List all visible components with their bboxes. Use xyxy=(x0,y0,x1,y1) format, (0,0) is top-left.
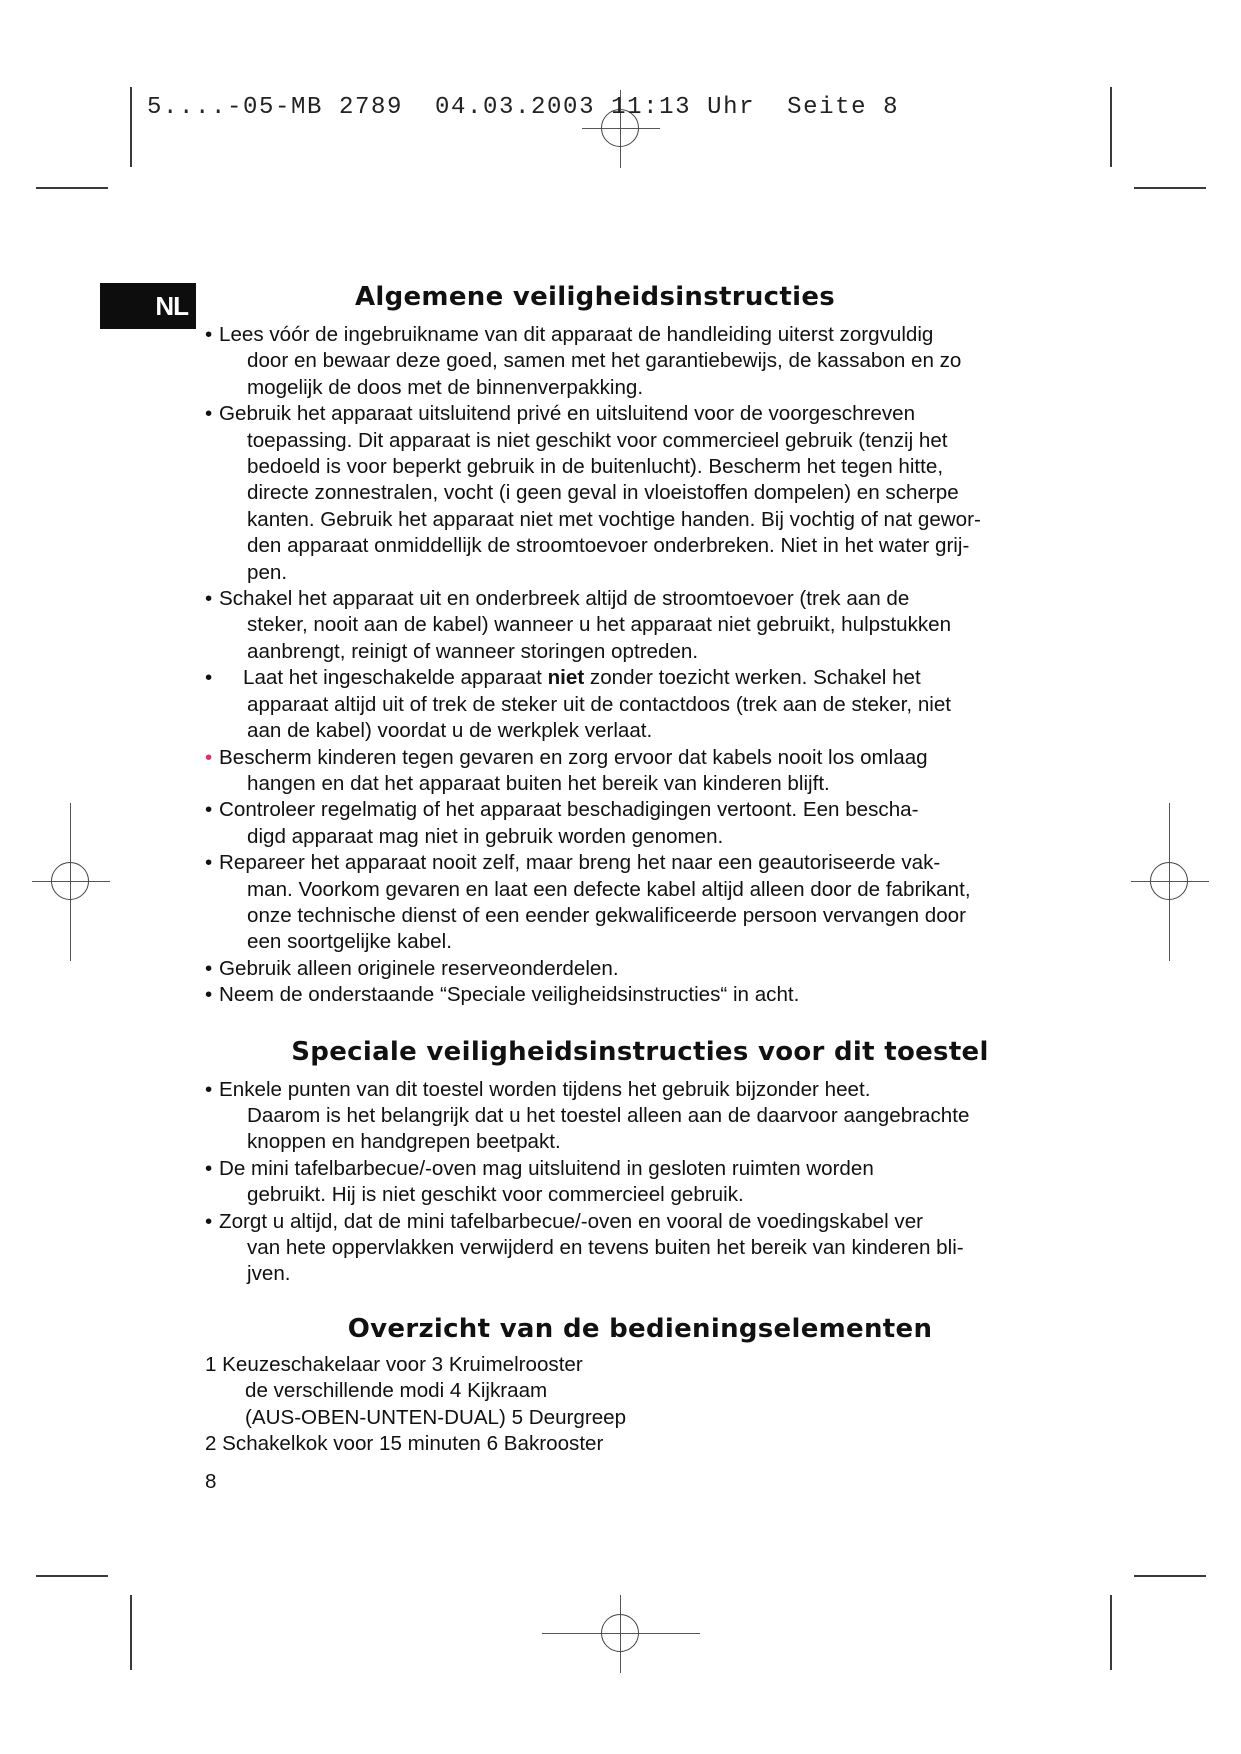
item-line: een soortgelijke kabel. xyxy=(247,930,452,954)
special-list xyxy=(205,1077,1075,1288)
item-line: pen. xyxy=(247,560,288,584)
registration-mark-right xyxy=(1131,843,1209,921)
item-line: door en bewaar deze goed, samen met het garantiebewijs, de kassabon en zo xyxy=(247,349,962,373)
bullet: • xyxy=(205,851,213,875)
general-list xyxy=(205,322,1075,1009)
list-item xyxy=(205,665,1075,744)
text-run: Laat het ingeschakelde apparaat xyxy=(243,666,548,690)
bullet: • xyxy=(205,983,213,1007)
bullet: • xyxy=(205,666,213,690)
item-line: knoppen en handgrepen beetpakt. xyxy=(247,1130,561,1154)
bullet-pink: • xyxy=(205,745,213,769)
item-first-line: Zorgt u altijd, dat de mini tafelbarbecue/-oven en vooral de voedingskabel ver xyxy=(219,1209,924,1233)
bullet: • xyxy=(205,1077,213,1101)
controls-row: 2 Schakelkok voor 15 minuten 6 Bakrooster xyxy=(205,1432,604,1456)
controls-list xyxy=(205,1352,1075,1458)
crop-mark-top-right-horizontal xyxy=(1134,187,1206,189)
controls-row: de verschillende modi 4 Kijkraam xyxy=(245,1379,548,1403)
section-title-controls: Overzicht van de bedieningselementen xyxy=(347,1313,933,1344)
item-line: steker, nooit aan de kabel) wanneer u het apparaat niet gebruikt, hulpstukken xyxy=(247,613,952,637)
controls-row: (AUS-OBEN-UNTEN-DUAL) 5 Deurgreep xyxy=(245,1405,627,1429)
list-item xyxy=(205,1209,1075,1288)
list-item xyxy=(205,322,1075,401)
item-line: mogelijk de doos met de binnenverpakking. xyxy=(247,375,644,399)
item-first-line: Neem de onderstaande “Speciale veiligheidsinstructies“ in acht. xyxy=(219,983,800,1007)
list-item xyxy=(205,1077,1075,1156)
section-special-safety xyxy=(205,1033,1075,1288)
item-line: directe zonnestralen, vocht (i geen geval in vloeistoffen dompelen) en scherpe xyxy=(247,481,959,505)
controls-row: 1 Keuzeschakelaar voor 3 Kruimelrooster xyxy=(205,1352,583,1376)
item-line: aanbrengt, reinigt of wanneer storingen optreden. xyxy=(247,639,699,663)
bullet: • xyxy=(205,798,213,822)
item-first-line: Gebruik het apparaat uitsluitend privé en uitsluitend voor de voorgeschreven xyxy=(219,402,916,426)
registration-mark-left xyxy=(32,843,110,921)
list-item xyxy=(205,982,1075,1008)
item-first-line: De mini tafelbarbecue/-oven mag uitsluitend in gesloten ruimten worden xyxy=(219,1156,874,1180)
item-first-line: Gebruik alleen originele reserveonderdelen. xyxy=(219,956,619,980)
crop-mark-top-left-horizontal xyxy=(36,187,108,189)
item-first-line: Bescherm kinderen tegen gevaren en zorg ervoor dat kabels nooit los omlaag xyxy=(219,745,928,769)
crop-mark-top-left-vertical xyxy=(130,87,132,167)
list-item xyxy=(205,797,1075,850)
bullet: • xyxy=(205,323,213,346)
list-item xyxy=(205,745,1075,798)
bullet: • xyxy=(205,1156,213,1180)
item-line: hangen en dat het apparaat buiten het bereik van kinderen blijft. xyxy=(247,771,830,795)
item-line: man. Voorkom gevaren en laat een defecte kabel altijd alleen door de fabrikant, xyxy=(247,877,971,901)
bullet: • xyxy=(205,956,213,980)
item-line: Daarom is het belangrijk dat u het toestel alleen aan de daarvoor aangebrachte xyxy=(247,1103,970,1127)
item-first-line: Repareer het apparaat nooit zelf, maar breng het naar een geautoriseerde vak- xyxy=(219,851,941,875)
item-line: digd apparaat mag niet in gebruik worden genomen. xyxy=(247,824,724,848)
section-general-safety xyxy=(205,278,1075,1009)
list-item xyxy=(205,956,1075,982)
item-line: toepassing. Dit apparaat is niet geschikt voor commercieel gebruik (tenzij het xyxy=(247,428,948,452)
list-item xyxy=(205,586,1075,665)
crop-mark-bottom-right-horizontal xyxy=(1134,1575,1206,1577)
section-controls-overview xyxy=(205,1310,1075,1458)
crop-mark-bottom-right-vertical xyxy=(1110,1595,1112,1670)
crop-mark-bottom-left-horizontal xyxy=(36,1575,108,1577)
section-title-special: Speciale veiligheidsinstructies voor dit toestel xyxy=(291,1036,989,1067)
item-first-line xyxy=(243,665,1075,691)
print-header: 5....-05-MB 2789 04.03.2003 11:13 Uhr Seite 8 xyxy=(147,94,900,121)
language-tab: NL xyxy=(100,283,196,329)
text-run: zonder toezicht werken. Schakel het xyxy=(584,666,921,690)
registration-mark-bottom xyxy=(582,1595,660,1673)
bullet: • xyxy=(205,402,213,426)
bullet: • xyxy=(205,587,213,611)
section-title-general: Algemene veiligheidsinstructies xyxy=(354,282,836,312)
emphasis-niet: niet xyxy=(547,666,585,690)
list-item xyxy=(205,1156,1075,1209)
page-content xyxy=(205,278,1075,1496)
item-line: aan de kabel) voordat u de werkplek verlaat. xyxy=(247,719,653,743)
item-line: gebruikt. Hij is niet geschikt voor commercieel gebruik. xyxy=(247,1183,744,1207)
item-first-line: Lees vóór de ingebruikname van dit apparaat de handleiding uiterst zorgvuldig xyxy=(219,323,934,346)
crop-mark-bottom-left-vertical xyxy=(130,1595,132,1670)
item-line: den apparaat onmiddellijk de stroomtoevoer onderbreken. Niet in het water grij- xyxy=(247,534,970,558)
item-line: apparaat altijd uit of trek de steker uit de contactdoos (trek aan de steker, niet xyxy=(247,692,952,716)
page-number: 8 xyxy=(205,1470,217,1494)
list-item xyxy=(205,850,1075,956)
item-first-line: Enkele punten van dit toestel worden tijdens het gebruik bijzonder heet. xyxy=(219,1077,871,1101)
item-first-line: Schakel het apparaat uit en onderbreek altijd de stroomtoevoer (trek aan de xyxy=(219,587,910,611)
bullet: • xyxy=(205,1209,213,1233)
list-item xyxy=(205,401,1075,586)
item-line: jven. xyxy=(247,1262,291,1286)
item-line: onze technische dienst of een eender gekwalificeerde persoon vervangen door xyxy=(247,903,966,927)
crop-mark-top-right-vertical xyxy=(1110,87,1112,167)
item-line: kanten. Gebruik het apparaat niet met vochtige handen. Bij vochtig of nat gewor- xyxy=(247,507,981,531)
item-line: bedoeld is voor beperkt gebruik in de buitenlucht). Bescherm het tegen hitte, xyxy=(247,455,944,479)
item-first-line: Controleer regelmatig of het apparaat beschadigingen vertoont. Een bescha- xyxy=(219,798,919,822)
item-line: van hete oppervlakken verwijderd en tevens buiten het bereik van kinderen bli- xyxy=(247,1236,964,1259)
